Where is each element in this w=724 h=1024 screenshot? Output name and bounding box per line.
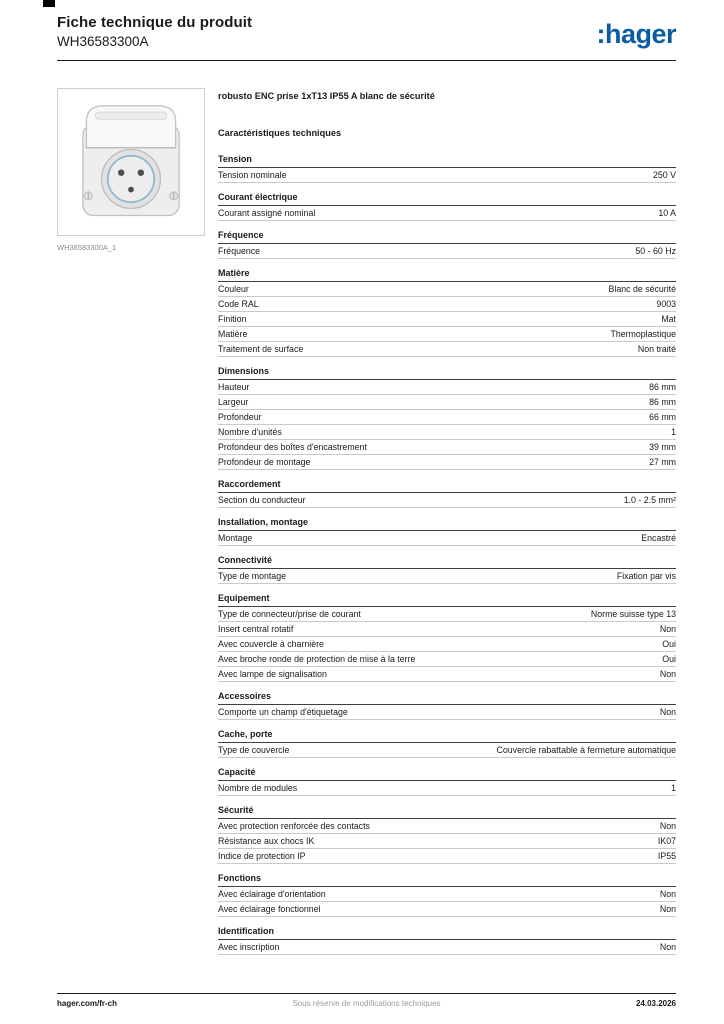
spec-row [218,834,676,849]
spec-row [218,940,676,955]
spec-value: Non [659,942,676,952]
spec-label: Avec couvercle à charnière [218,639,324,649]
section-title: Identification [218,926,676,940]
spec-section [218,873,676,917]
product-code: WH36583300A [57,34,149,49]
spec-row [218,887,676,902]
spec-section [218,691,676,720]
header [57,14,676,49]
spec-row [218,244,676,259]
specs-column [218,88,676,955]
spec-value: IK07 [657,836,676,846]
spec-value: 50 - 60 Hz [635,246,676,256]
pin-hole-right [138,169,144,175]
spec-value: Non [659,889,676,899]
spec-value: 27 mm [649,457,676,467]
spec-value: 10 A [658,208,676,218]
section-title: Tension [218,154,676,168]
spec-section [218,154,676,183]
spec-row [218,493,676,508]
product-image [57,88,205,236]
spec-label: Traitement de surface [218,344,304,354]
spec-value: Fixation par vis [616,571,676,581]
section-title: Matière [218,268,676,282]
spec-row [218,849,676,864]
spec-label: Finition [218,314,247,324]
spec-label: Avec éclairage d'orientation [218,889,326,899]
spec-value: IP55 [657,851,676,861]
header-text-block [57,14,252,49]
spec-label: Montage [218,533,253,543]
hager-logo: :hager [596,19,676,49]
spec-value: 86 mm [649,397,676,407]
spec-label: Type de connecteur/prise de courant [218,609,361,619]
spec-row [218,312,676,327]
footer [57,999,676,1008]
spec-value: Encastré [641,533,676,543]
spec-section [218,366,676,470]
socket-illustration [65,96,197,228]
spec-value: Thermoplastique [610,329,676,339]
spec-value: Norme suisse type 13 [590,609,676,619]
spec-section [218,729,676,758]
spec-row [218,622,676,637]
spec-section [218,805,676,864]
spec-value: Non traité [637,344,676,354]
section-title: Capacité [218,767,676,781]
spec-sections [218,154,676,955]
spec-row [218,395,676,410]
spec-row [218,531,676,546]
crop-mark [43,0,55,7]
spec-section [218,926,676,955]
spec-row [218,410,676,425]
spec-row [218,282,676,297]
spec-row [218,781,676,796]
spec-label: Type de couvercle [218,745,290,755]
section-title: Cache, porte [218,729,676,743]
spec-value: Mat [661,314,676,324]
footer-date: 24.03.2026 [635,999,676,1008]
spec-row [218,902,676,917]
spec-label: Largeur [218,397,249,407]
spec-label: Courant assigné nominal [218,208,316,218]
spec-section [218,517,676,546]
screw-left [84,192,92,200]
spec-label: Couleur [218,284,249,294]
spec-section [218,555,676,584]
spec-row [218,297,676,312]
product-name: robusto ENC prise 1xT13 IP55 A blanc de sécurité [218,91,435,101]
spec-label: Résistance aux chocs IK [218,836,315,846]
spec-row [218,637,676,652]
spec-value: Non [659,904,676,914]
spec-value: Non [659,624,676,634]
spec-row [218,607,676,622]
spec-row [218,206,676,221]
spec-label: Matière [218,329,248,339]
spec-row [218,425,676,440]
spec-row [218,168,676,183]
spec-row [218,743,676,758]
spec-row [218,667,676,682]
spec-section [218,268,676,357]
spec-label: Insert central rotatif [218,624,294,634]
spec-row [218,705,676,720]
spec-row [218,380,676,395]
spec-label: Indice de protection IP [218,851,306,861]
spec-label: Code RAL [218,299,259,309]
pin-hole-earth [128,187,134,193]
spec-label: Avec protection renforcée des contacts [218,821,370,831]
section-title: Equipement [218,593,676,607]
specs-heading: Caractéristiques techniques [218,128,342,138]
spec-label: Fréquence [218,246,261,256]
page-title: Fiche technique du produit [57,14,253,31]
spec-section [218,767,676,796]
image-caption: WH36583300A_1 [57,243,117,252]
section-title: Sécurité [218,805,676,819]
spec-row [218,342,676,357]
section-title: Dimensions [218,366,676,380]
spec-value: 39 mm [649,442,676,452]
spec-label: Profondeur [218,412,262,422]
spec-label: Avec inscription [218,942,280,952]
spec-label: Avec lampe de signalisation [218,669,327,679]
spec-label: Type de montage [218,571,286,581]
spec-section [218,479,676,508]
spec-label: Nombre d'unités [218,427,282,437]
spec-value: 86 mm [649,382,676,392]
screw-right [170,192,178,200]
spec-row [218,819,676,834]
spec-label: Avec broche ronde de protection de mise à la terre [218,654,416,664]
section-title: Accessoires [218,691,676,705]
section-title: Connectivité [218,555,676,569]
spec-row [218,652,676,667]
spec-section [218,230,676,259]
spec-row [218,569,676,584]
spec-value: 1.0 - 2.5 mm² [623,495,676,505]
spec-value: Non [659,821,676,831]
main-content [57,88,676,955]
spec-value: 1 [671,783,676,793]
spec-value: Non [659,707,676,717]
spec-value: 9003 [656,299,676,309]
product-image-column [57,88,205,955]
spec-value: Couvercle rabattable à fermeture automatique [496,745,676,755]
footer-link[interactable]: hager.com/fr-ch [57,999,118,1008]
spec-row [218,455,676,470]
spec-row [218,327,676,342]
pin-hole-left [118,169,124,175]
section-title: Courant électrique [218,192,676,206]
spec-label: Tension nominale [218,170,287,180]
section-title: Fréquence [218,230,676,244]
spec-section [218,593,676,682]
spec-value: Oui [662,654,676,664]
spec-label: Section du conducteur [218,495,306,505]
spec-value: 66 mm [649,412,676,422]
section-title: Fonctions [218,873,676,887]
section-title: Installation, montage [218,517,676,531]
footer-disclaimer: Sous réserve de modifications techniques [292,999,441,1008]
spec-value: Blanc de sécurité [608,284,676,294]
spec-label: Hauteur [218,382,250,392]
spec-value: 1 [671,427,676,437]
footer-divider [57,993,676,994]
spec-label: Comporte un champ d'étiquetage [218,707,348,717]
section-title: Raccordement [218,479,676,493]
header-divider [57,60,676,61]
spec-section [218,192,676,221]
spec-label: Profondeur de montage [218,457,311,467]
spec-label: Profondeur des boîtes d'encastrement [218,442,367,452]
spec-label: Nombre de modules [218,783,298,793]
spec-value: 250 V [653,170,676,180]
spec-value: Oui [662,639,676,649]
spec-row [218,440,676,455]
spec-label: Avec éclairage fonctionnel [218,904,321,914]
spec-value: Non [659,669,676,679]
